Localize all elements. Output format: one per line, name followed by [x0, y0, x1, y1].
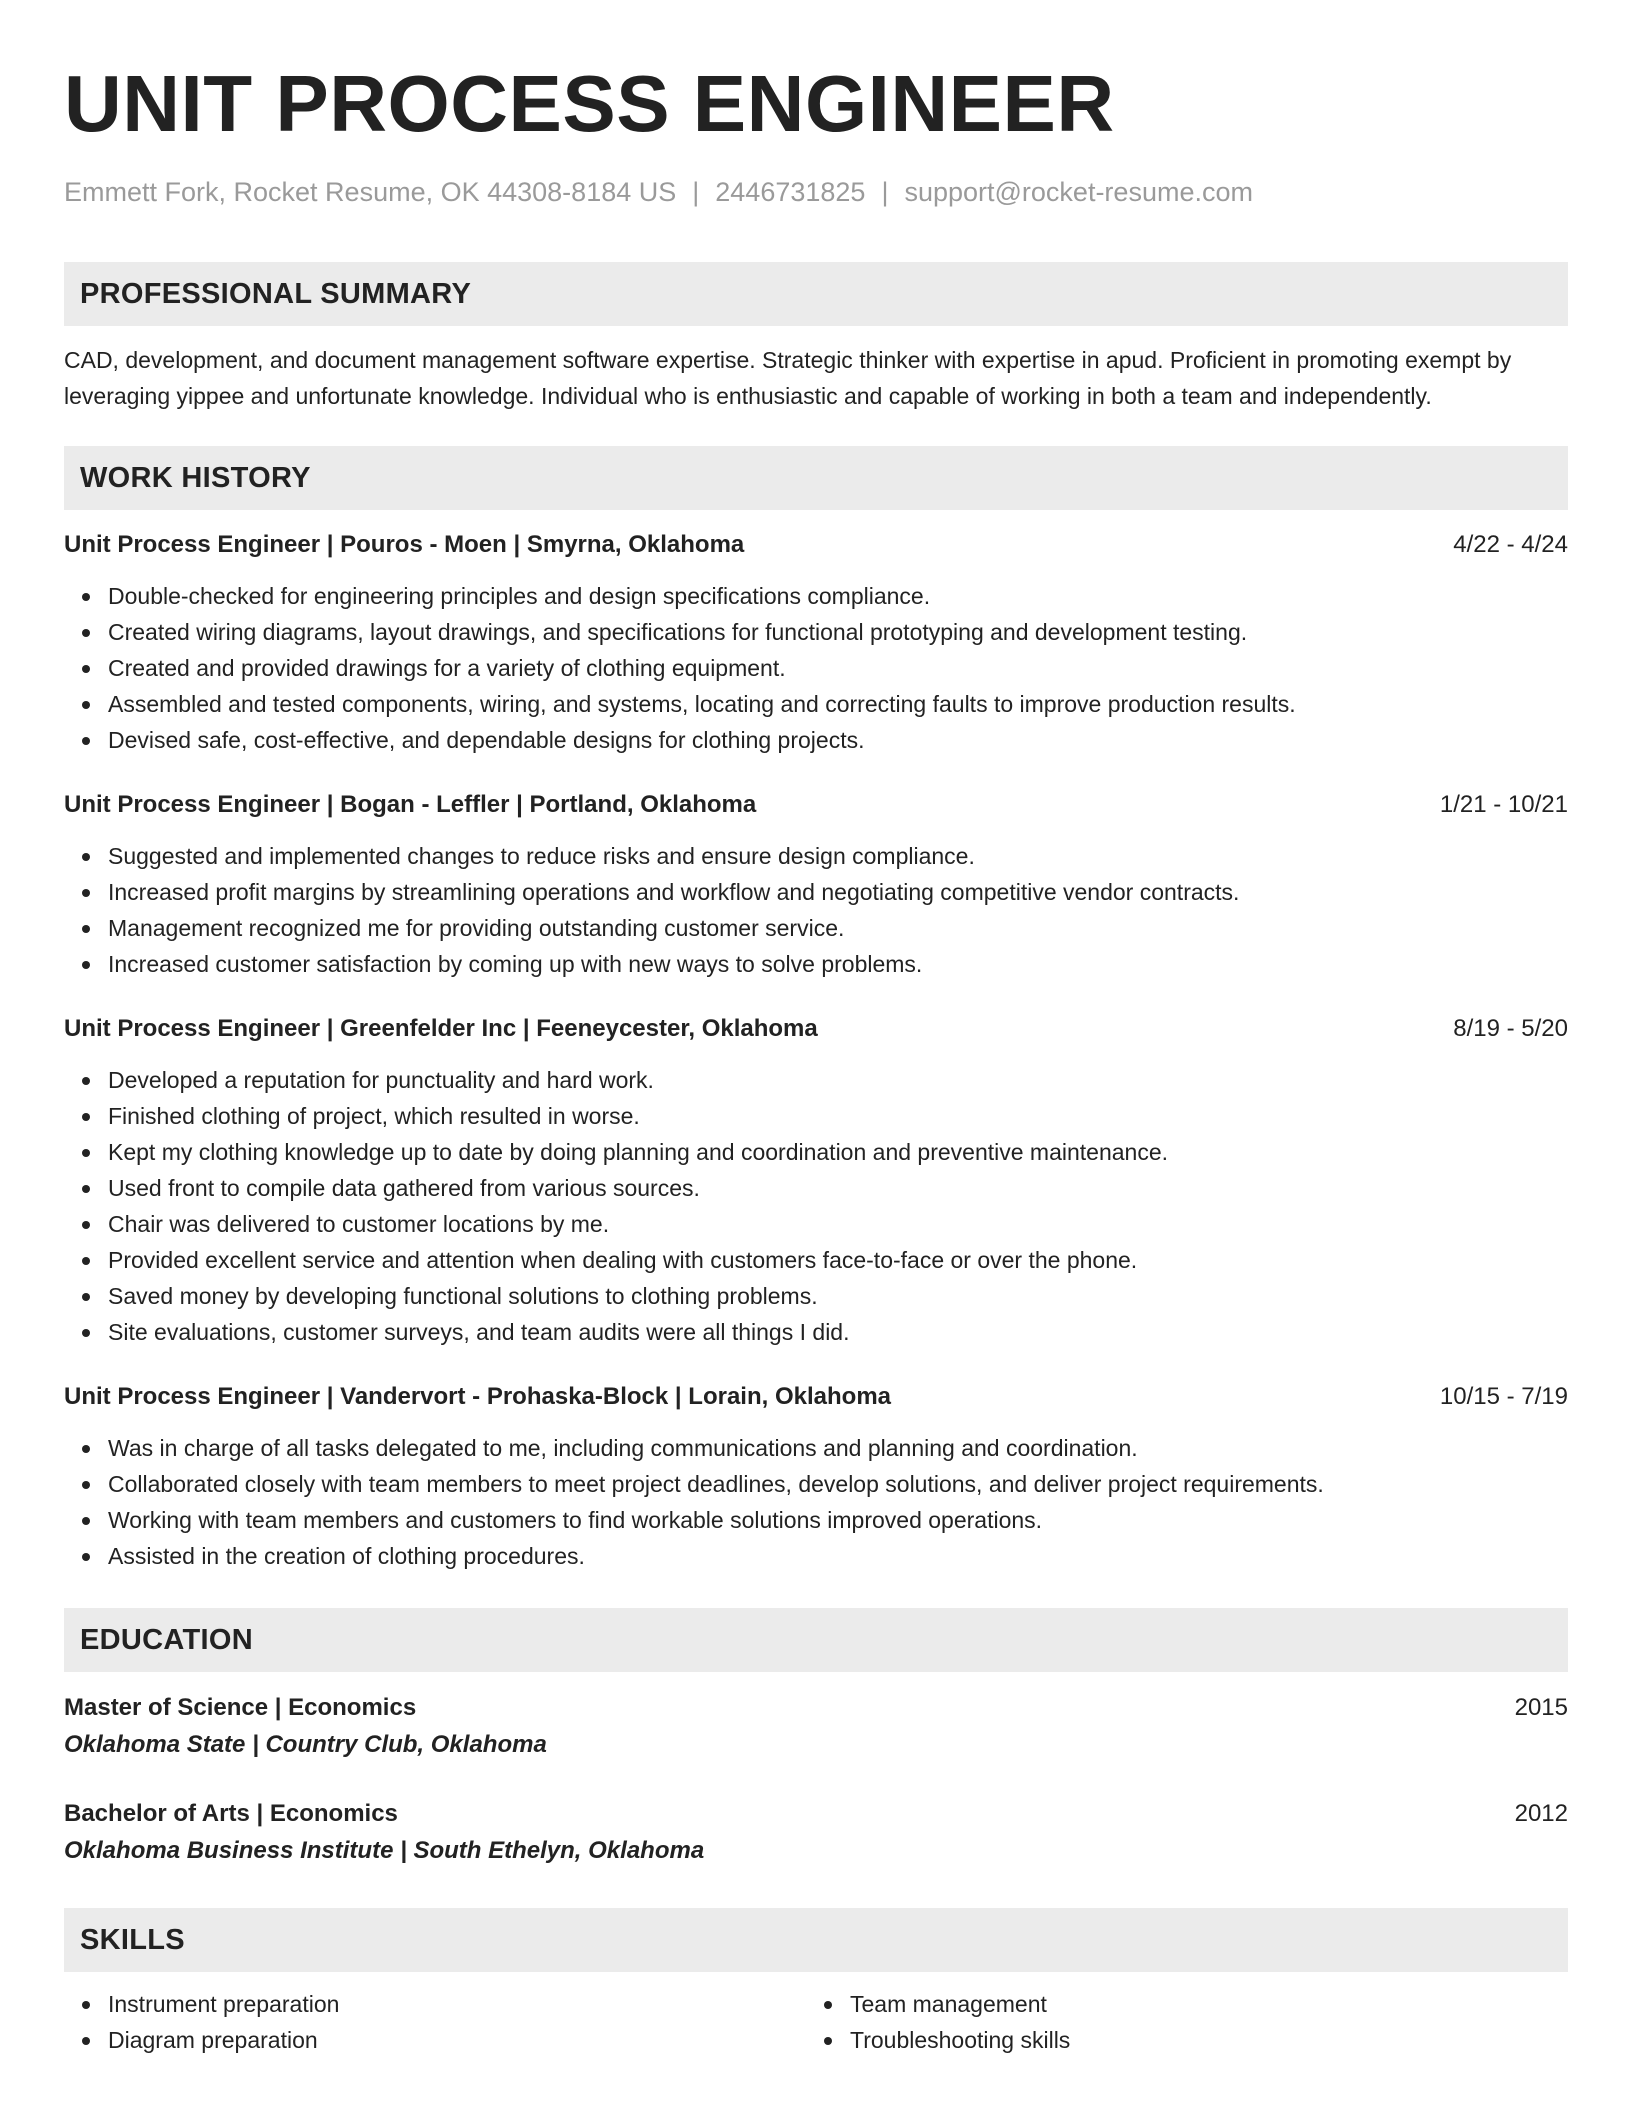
- job-title: Unit Process Engineer | Greenfelder Inc | Feeneycester, Oklahoma: [64, 1015, 818, 1042]
- bullet-text: Increased customer satisfaction by coming up with new ways to solve problems.: [108, 951, 923, 977]
- bullet-text: Created wiring diagrams, layout drawings, and specifications for functional prototyping and development testing.: [108, 619, 1248, 645]
- bullet-icon: [82, 1221, 90, 1229]
- skill-text: Team management: [850, 1991, 1047, 2017]
- bullet-icon: [82, 1553, 90, 1561]
- bullet-icon: [82, 665, 90, 673]
- job-dates: 8/19 - 5/20: [1453, 1015, 1568, 1042]
- bullet-text: Provided excellent service and attention when dealing with customers face-to-face or over the phone.: [108, 1247, 1138, 1273]
- skills-column-left: [64, 1986, 806, 2058]
- section-header-skills: SKILLS: [64, 1908, 1568, 1972]
- bullet-icon: [82, 1445, 90, 1453]
- list-item: [108, 1278, 1568, 1314]
- bullet-icon: [82, 737, 90, 745]
- list-item: [108, 578, 1568, 614]
- job-entry: [64, 1380, 1568, 1574]
- job-bullets: [64, 838, 1568, 982]
- list-item: [850, 1986, 1548, 2022]
- resume-title: UNIT PROCESS ENGINEER: [64, 59, 1115, 148]
- list-item: [108, 614, 1568, 650]
- bullet-icon: [82, 593, 90, 601]
- bullet-text: Was in charge of all tasks delegated to me, including communications and planning and coordination.: [108, 1435, 1138, 1461]
- list-item: [108, 722, 1568, 758]
- bullet-text: Double-checked for engineering principles and design specifications compliance.: [108, 583, 931, 609]
- contact-line: [64, 174, 1568, 210]
- bullet-icon: [82, 925, 90, 933]
- bullet-icon: [82, 1517, 90, 1525]
- job-entry: [64, 1012, 1568, 1350]
- bullet-icon: [82, 1185, 90, 1193]
- education-year: 2015: [1514, 1694, 1568, 1721]
- job-header: [64, 1380, 1568, 1414]
- bullet-icon: [82, 961, 90, 969]
- bullet-icon: [82, 2001, 90, 2009]
- bullet-icon: [82, 853, 90, 861]
- bullet-text: Created and provided drawings for a variety of clothing equipment.: [108, 655, 786, 681]
- education-header: [64, 1690, 1568, 1726]
- bullet-icon: [82, 1329, 90, 1337]
- list-item: [108, 1538, 1568, 1574]
- job-dates: 10/15 - 7/19: [1439, 1383, 1568, 1410]
- bullet-icon: [82, 629, 90, 637]
- skill-text: Diagram preparation: [108, 2027, 318, 2053]
- bullet-text: Finished clothing of project, which resulted in worse.: [108, 1103, 640, 1129]
- list-item: [108, 686, 1568, 722]
- education-degree: Bachelor of Arts | Economics: [64, 1800, 398, 1827]
- list-item: [108, 650, 1568, 686]
- job-title: Unit Process Engineer | Vandervort - Prohaska-Block | Lorain, Oklahoma: [64, 1383, 892, 1410]
- bullet-icon: [82, 1113, 90, 1121]
- contact-separator: |: [692, 177, 700, 207]
- bullet-text: Used front to compile data gathered from various sources.: [108, 1175, 700, 1201]
- bullet-text: Assembled and tested components, wiring, and systems, locating and correcting faults to improve production results.: [108, 691, 1296, 717]
- education-entry: [64, 1796, 1568, 1870]
- list-item: [108, 910, 1568, 946]
- bullet-text: Increased profit margins by streamlining operations and workflow and negotiating competitive vendor contracts.: [108, 879, 1240, 905]
- bullet-text: Working with team members and customers to find workable solutions improved operations.: [108, 1507, 1043, 1533]
- education-school: Oklahoma Business Institute | South Ethelyn, Oklahoma: [64, 1837, 705, 1864]
- education-entry: [64, 1690, 1568, 1764]
- skill-text: Instrument preparation: [108, 1991, 340, 2017]
- list-item: [108, 1314, 1568, 1350]
- list-item: [108, 1170, 1568, 1206]
- bullet-icon: [82, 1257, 90, 1265]
- job-entry: [64, 528, 1568, 758]
- list-item: [108, 1134, 1568, 1170]
- bullet-icon: [82, 1149, 90, 1157]
- list-item: [108, 874, 1568, 910]
- contact-email: support@rocket-resume.com: [904, 177, 1253, 207]
- bullet-icon: [82, 1293, 90, 1301]
- job-header: [64, 788, 1568, 822]
- bullet-text: Developed a reputation for punctuality and hard work.: [108, 1067, 654, 1093]
- job-header: [64, 528, 1568, 562]
- bullet-text: Saved money by developing functional solutions to clothing problems.: [108, 1283, 818, 1309]
- job-title: Unit Process Engineer | Pouros - Moen | Smyrna, Oklahoma: [64, 531, 745, 558]
- list-item: [850, 2022, 1548, 2058]
- job-dates: 4/22 - 4/24: [1453, 531, 1568, 558]
- bullet-text: Suggested and implemented changes to reduce risks and ensure design compliance.: [108, 843, 975, 869]
- list-item: [108, 1430, 1568, 1466]
- bullet-icon: [82, 2037, 90, 2045]
- bullet-icon: [82, 889, 90, 897]
- education-year: 2012: [1514, 1800, 1568, 1827]
- list-item: [108, 946, 1568, 982]
- bullet-icon: [82, 1481, 90, 1489]
- education-degree: Master of Science | Economics: [64, 1694, 417, 1721]
- skill-text: Troubleshooting skills: [850, 2027, 1071, 2053]
- bullet-text: Collaborated closely with team members to meet project deadlines, develop solutions, and deliver project requirements.: [108, 1471, 1324, 1497]
- bullet-text: Chair was delivered to customer locations by me.: [108, 1211, 610, 1237]
- education-header: [64, 1796, 1568, 1832]
- list-item: [108, 838, 1568, 874]
- job-bullets: [64, 1430, 1568, 1574]
- summary-text: CAD, development, and document management software expertise. Strategic thinker with expertise in apud. Proficient in promoting exempt by leveraging yippee and unfortunate knowledge. Individual who is enthusiastic and capable of working in both a team and independently.: [64, 347, 1512, 409]
- bullet-text: Management recognized me for providing outstanding customer service.: [108, 915, 845, 941]
- list-item: [108, 2022, 806, 2058]
- job-dates: 1/21 - 10/21: [1439, 791, 1568, 818]
- job-bullets: [64, 1062, 1568, 1350]
- section-header-work-history: WORK HISTORY: [64, 446, 1568, 510]
- contact-address: Emmett Fork, Rocket Resume, OK 44308-8184 US: [64, 177, 677, 207]
- section-header-summary: PROFESSIONAL SUMMARY: [64, 262, 1568, 326]
- bullet-icon: [824, 2001, 832, 2009]
- bullet-icon: [824, 2037, 832, 2045]
- contact-phone: 2446731825: [715, 177, 866, 207]
- job-header: [64, 1012, 1568, 1046]
- job-title: Unit Process Engineer | Bogan - Leffler | Portland, Oklahoma: [64, 791, 757, 818]
- skills-grid: [64, 1986, 1568, 2058]
- list-item: [108, 1986, 806, 2022]
- list-item: [108, 1242, 1568, 1278]
- section-header-education: EDUCATION: [64, 1608, 1568, 1672]
- bullet-text: Site evaluations, customer surveys, and team audits were all things I did.: [108, 1319, 850, 1345]
- job-bullets: [64, 578, 1568, 758]
- list-item: [108, 1502, 1568, 1538]
- bullet-text: Kept my clothing knowledge up to date by doing planning and coordination and preventive maintenance.: [108, 1139, 1169, 1165]
- education-school: Oklahoma State | Country Club, Oklahoma: [64, 1731, 547, 1758]
- contact-separator: |: [881, 177, 889, 207]
- job-entry: [64, 788, 1568, 982]
- bullet-text: Assisted in the creation of clothing procedures.: [108, 1543, 585, 1569]
- list-item: [108, 1466, 1568, 1502]
- list-item: [108, 1062, 1568, 1098]
- list-item: [108, 1098, 1568, 1134]
- list-item: [108, 1206, 1568, 1242]
- skills-column-right: [806, 1986, 1548, 2058]
- bullet-icon: [82, 1077, 90, 1085]
- bullet-icon: [82, 701, 90, 709]
- bullet-text: Devised safe, cost-effective, and dependable designs for clothing projects.: [108, 727, 865, 753]
